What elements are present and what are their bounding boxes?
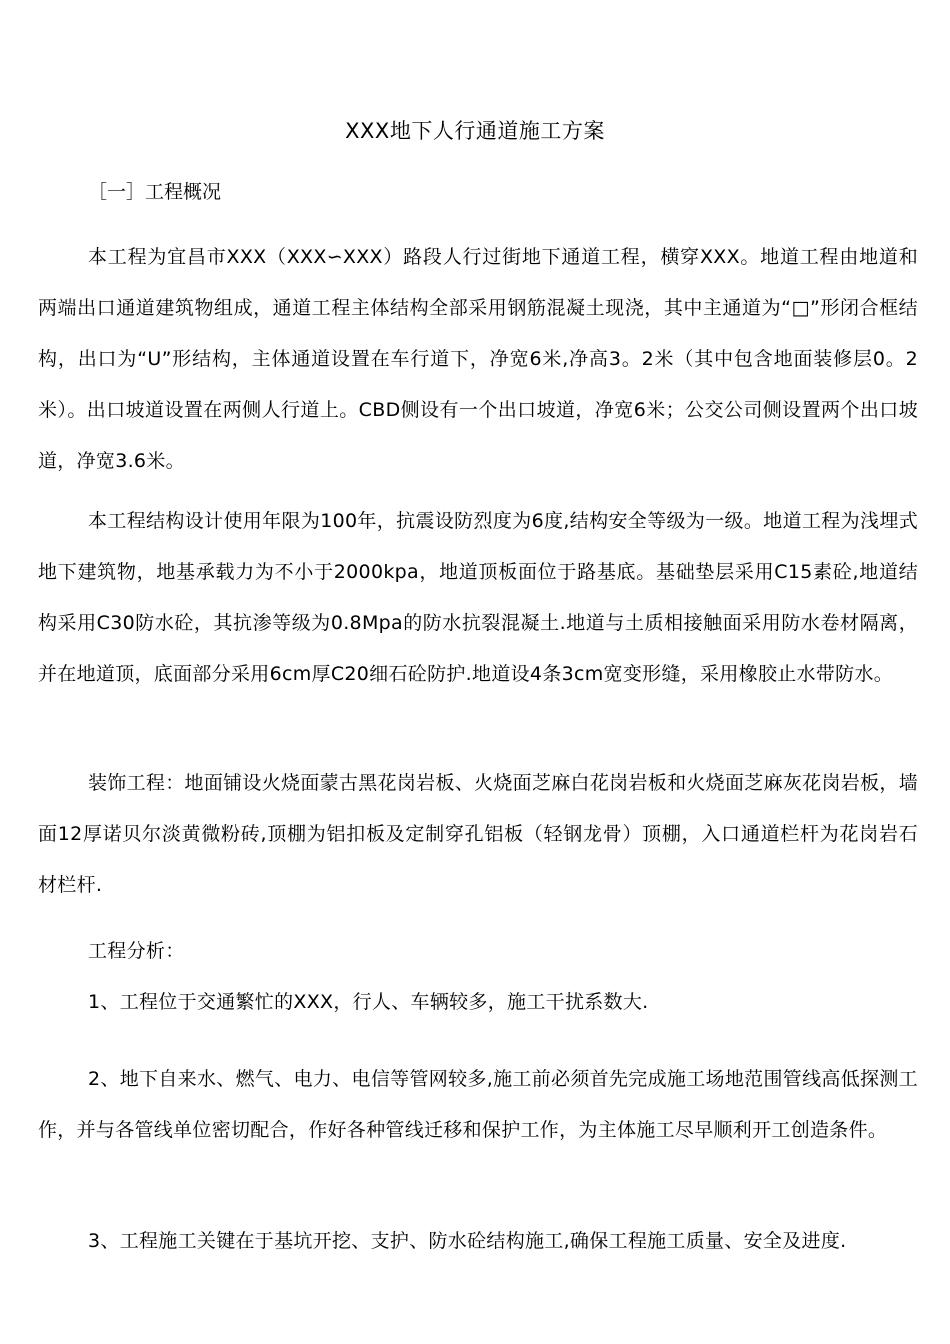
paragraph-analysis-item-2: 2、地下自来水、燃气、电力、电信等管网较多,施工前必须首先完成施工场地范围管线高低探测工作，并与各管线单位密切配合，作好各种管线迁移和保护工作，为主体施工尽早顺利开工创造条件。 <box>38 1068 918 1141</box>
paragraph-structure-design: 本工程结构设计使用年限为100年，抗震设防烈度为6度,结构安全等级为一级。地道工程为浅埋式地下建筑物，地基承载力为不小于2000kpa，地道顶板面位于路基底。基础垫层采用C15素砼,地道结构采用C30防水砼，其抗渗等级为0.8Mpa的防水抗裂混凝土.地道与土质相接触面采用防水卷材隔离，并在地道顶，底面部分采用6cm厚C20细石砼防护.地道设4条3cm宽变形缝，采用橡胶止水带防水。 <box>38 510 918 685</box>
paragraph-analysis-item-1: 1、工程位于交通繁忙的XXX，行人、车辆较多，施工干扰系数大. <box>88 991 649 1013</box>
document-title: XXX地下人行通道施工方案 <box>345 119 605 143</box>
paragraph-decoration: 装饰工程：地面铺设火烧面蒙古黑花岗岩板、火烧面芝麻白花岗岩板和火烧面芝麻灰花岗岩板，墙面12厚诺贝尔淡黄微粉砖,顶棚为铝扣板及定制穿孔铝板（轻钢龙骨）顶棚，入口通道栏杆为花岗岩石材栏杆. <box>38 772 918 896</box>
paragraph-analysis-heading: 工程分析： <box>88 940 185 962</box>
paragraph-analysis-item-3: 3、工程施工关键在于基坑开挖、支护、防水砼结构施工,确保工程施工质量、安全及进度. <box>88 1230 847 1252</box>
section-heading: ［一］工程概况 <box>88 181 222 203</box>
paragraph-project-overview: 本工程为宜昌市XXX（XXX∽XXX）路段人行过街地下通道工程，横穿XXX。地道工程由地道和两端出口通道建筑物组成，通道工程主体结构全部采用钢筋混凝土现浇，其中主通道为“□”形闭合框结构，出口为“U”形结构，主体通道设置在车行道下，净宽6米,净高3。2米（其中包含地面装修层0。2米）。出口坡道设置在两侧人行道上。CBD侧设有一个出口坡道，净宽6米；公交公司侧设置两个出口坡道，净宽3.6米。 <box>38 246 918 472</box>
